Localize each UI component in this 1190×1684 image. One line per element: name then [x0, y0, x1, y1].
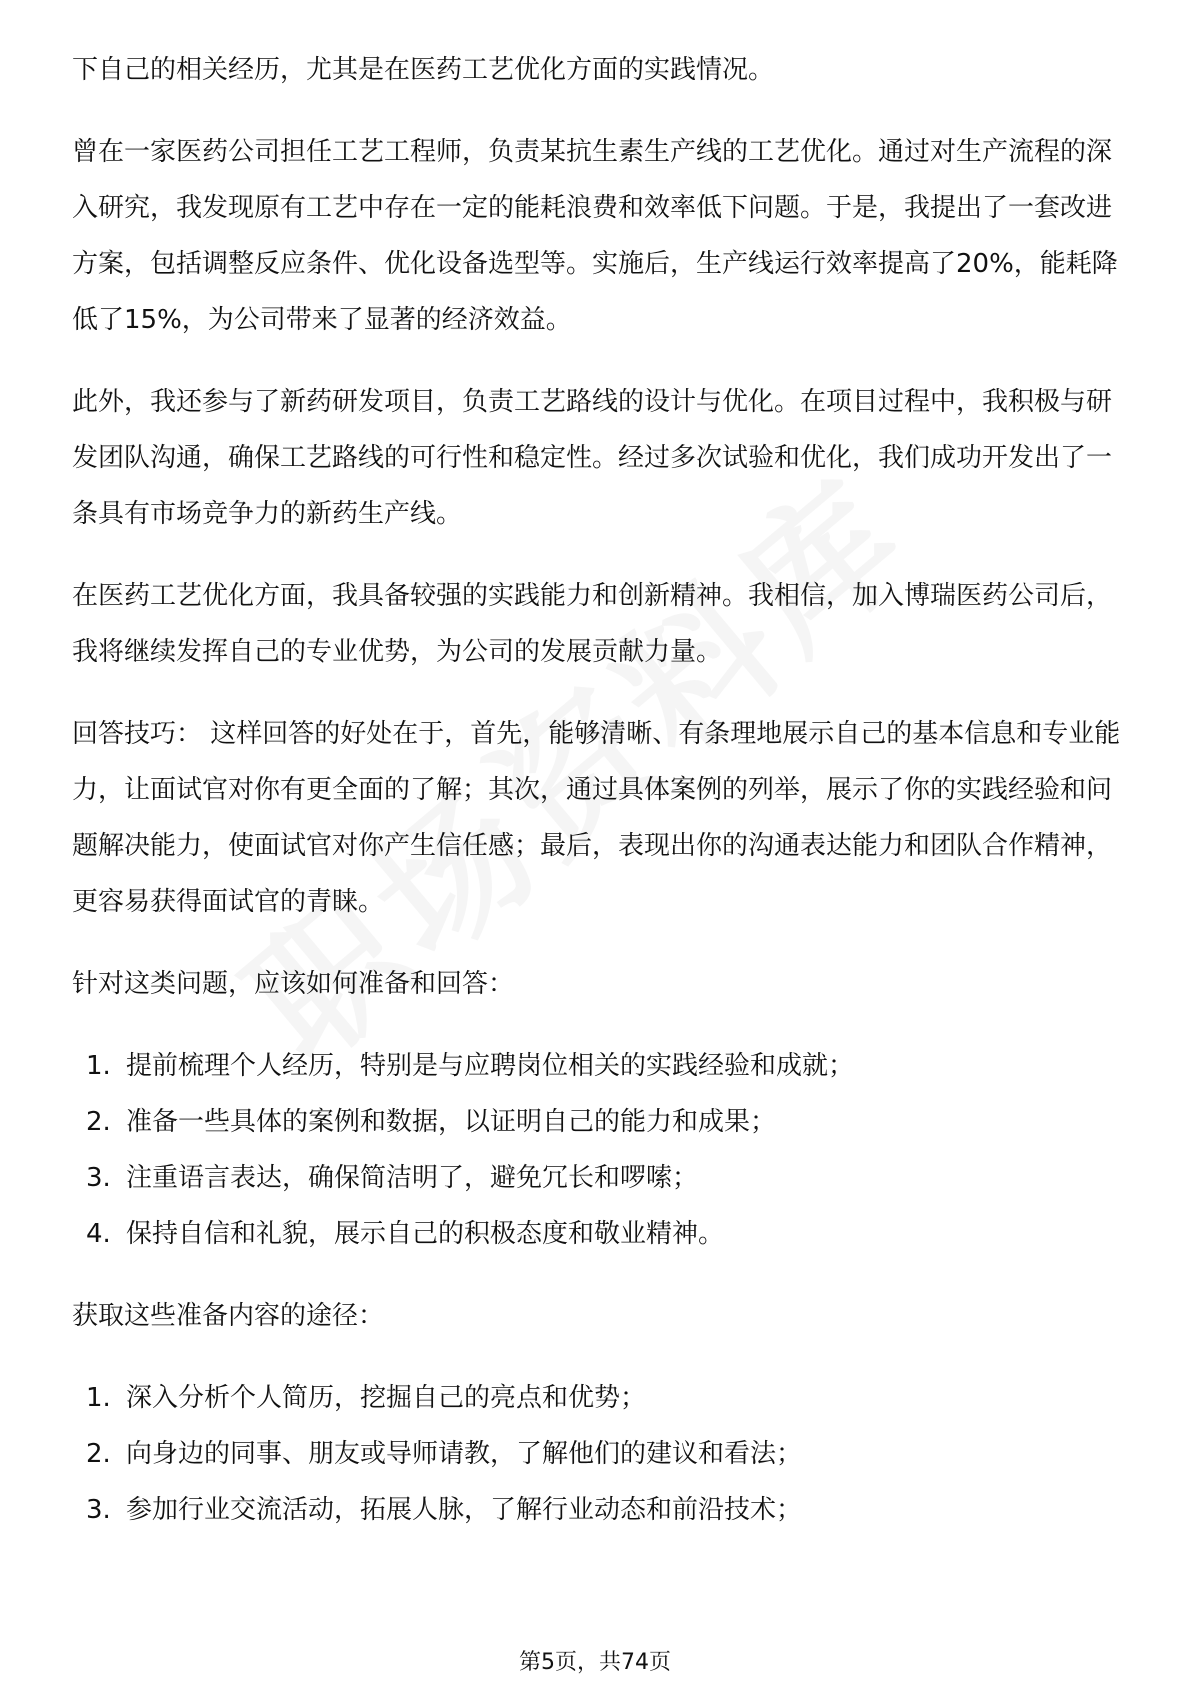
- list-number: 1.: [86, 1383, 111, 1413]
- sources-list: [72, 1370, 1122, 1538]
- list-number: 3.: [86, 1163, 111, 1193]
- list-number: 4.: [86, 1219, 111, 1249]
- heading-sources: 获取这些准备内容的途径：: [72, 1301, 385, 1331]
- list-item: [86, 1206, 1122, 1262]
- list-text: 向身边的同事、朋友或导师请教，了解他们的建议和看法；: [126, 1439, 803, 1469]
- paragraph-experience: 曾在一家医药公司担任工艺工程师，负责某抗生素生产线的工艺优化。通过对生产流程的深入研究，我发现原有工艺中存在一定的能耗浪费和效率低下问题。于是，我提出了一套改进方案，包括调整反应条件、优化设备选型等。实施后，生产线运行效率提高了20%，能耗降低了15%，为公司带来了显著的经济效益。: [72, 137, 1118, 335]
- list-item: [86, 1426, 1122, 1482]
- list-item: [86, 1150, 1122, 1206]
- list-number: 2.: [86, 1439, 111, 1469]
- list-text: 提前梳理个人经历，特别是与应聘岗位相关的实践经验和成就；: [126, 1051, 855, 1081]
- page-footer: 第5页，共74页: [519, 1650, 671, 1675]
- list-item: [86, 1038, 1122, 1094]
- list-text: 保持自信和礼貌，展示自己的积极态度和敬业精神。: [126, 1219, 725, 1249]
- list-number: 3.: [86, 1495, 111, 1525]
- list-text: 注重语言表达，确保简洁明了，避免冗长和啰嗦；: [126, 1163, 699, 1193]
- list-number: 2.: [86, 1107, 111, 1137]
- list-text: 深入分析个人简历，挖掘自己的亮点和优势；: [126, 1383, 647, 1413]
- list-item: [86, 1094, 1122, 1150]
- paragraph-intro-tail: 下自己的相关经历，尤其是在医药工艺优化方面的实践情况。: [72, 55, 775, 85]
- list-text: 参加行业交流活动，拓展人脉，了解行业动态和前沿技术；: [126, 1495, 803, 1525]
- document-body: [72, 42, 1122, 1538]
- prepare-list: [72, 1038, 1122, 1262]
- list-item: [86, 1482, 1122, 1538]
- heading-how-to-prepare: 针对这类问题，应该如何准备和回答：: [72, 969, 515, 999]
- list-number: 1.: [86, 1051, 111, 1081]
- paragraph-answer-tips: 回答技巧： 这样回答的好处在于，首先，能够清晰、有条理地展示自己的基本信息和专业能力，让面试官对你有更全面的了解；其次，通过具体案例的列举，展示了你的实践经验和问题解决能力，使面试官对你产生信任感；最后，表现出你的沟通表达能力和团队合作精神，更容易获得面试官的青睐。: [72, 719, 1121, 917]
- list-text: 准备一些具体的案例和数据，以证明自己的能力和成果；: [126, 1107, 777, 1137]
- list-item: [86, 1370, 1122, 1426]
- paragraph-summary: 在医药工艺优化方面，我具备较强的实践能力和创新精神。我相信，加入博瑞医药公司后，我将继续发挥自己的专业优势，为公司的发展贡献力量。: [72, 581, 1113, 667]
- paragraph-new-drug: 此外，我还参与了新药研发项目，负责工艺路线的设计与优化。在项目过程中，我积极与研发团队沟通，确保工艺路线的可行性和稳定性。经过多次试验和优化，我们成功开发出了一条具有市场竞争力的新药生产线。: [72, 387, 1113, 529]
